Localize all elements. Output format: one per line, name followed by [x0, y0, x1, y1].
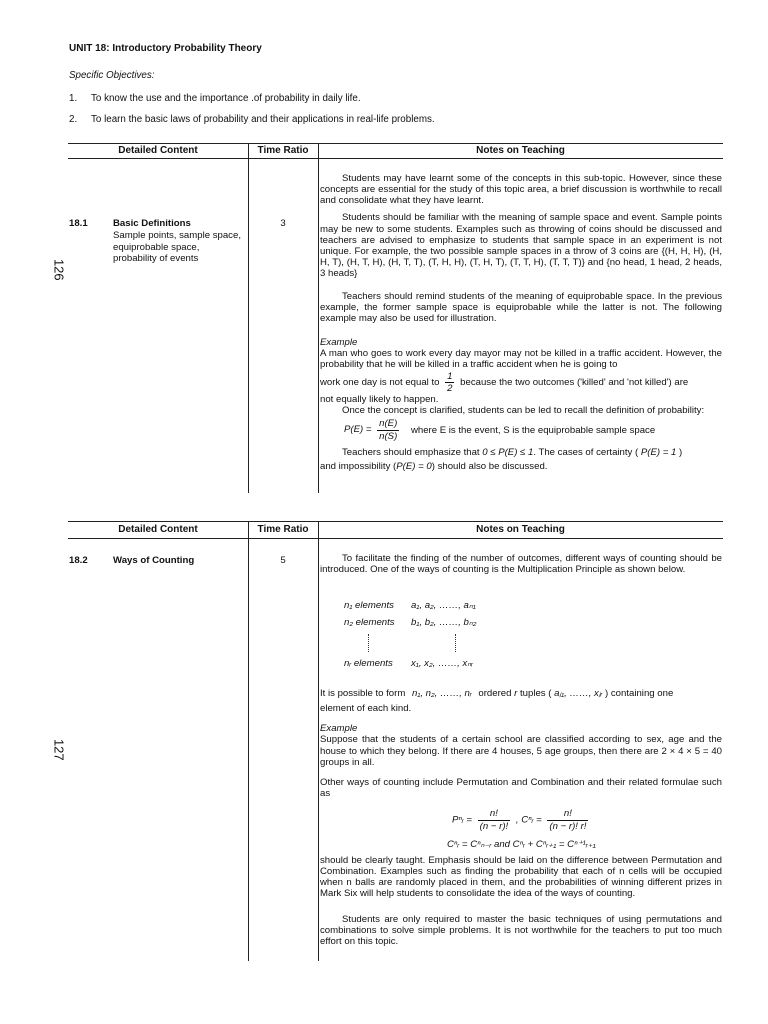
formula-lhs: P(E) =: [344, 424, 372, 436]
column-divider: [248, 143, 249, 493]
fraction-numerator: n!: [547, 808, 588, 821]
section-number: 18.1: [69, 218, 88, 229]
column-divider: [318, 521, 319, 961]
fraction-denominator: n(S): [379, 430, 398, 442]
text-run: ) containing one: [605, 688, 674, 699]
fraction-denominator: (n − r)!: [479, 820, 509, 832]
math-inline: P(E) = 1: [640, 446, 677, 458]
example-text-line: [320, 371, 722, 394]
notes-paragraph: [320, 447, 722, 458]
example-text: not equally likely to happen.: [320, 394, 439, 406]
formula-fraction: [547, 808, 588, 832]
header-notes: Notes on Teaching: [476, 524, 565, 535]
table-rule: [68, 143, 723, 144]
example-text: Suppose that the students of a certain school are classified according to sex, age and the house to which they belong. If there are 4 houses, 5 age groups, then there are 2 × 4 × 5 = 40 groups in all.: [320, 734, 722, 768]
mult-row-label: nᵣ elements: [344, 658, 393, 669]
unit-title: UNIT 18: Introductory Probability Theory: [69, 43, 262, 54]
objectives-heading: Specific Objectives:: [69, 70, 155, 81]
notes-text: element of each kind.: [320, 703, 412, 715]
math-inline: aⱼ₁, ……, xⱼᵣ: [554, 688, 603, 699]
math-inline: n₁, n₂, ……, nᵣ: [411, 688, 472, 699]
section-title: Ways of Counting: [113, 555, 195, 566]
notes-paragraph: [320, 461, 722, 472]
example-text: because the two outcomes ('killed' and 'not killed') are: [460, 377, 689, 389]
math-inline: 0 ≤ P(E) ≤ 1: [482, 446, 534, 458]
notes-paragraph: Students should be familiar with the meaning of sample space and event. Sample points may be new to some students. Examples such as throwing of coins should be discussed and teachers are advised to emphasize to students that sample space in an experiment is not unique. For example, the two possible sample spaces in a throw of 3 coins are {(H, H, H), (H, H, T), (H, T, H), (H, T, T), (T, H, H), (T, H, T), (T, T, H), (T, T, T)} and {no head, 1 head, 2 heads, 3 heads}: [320, 212, 722, 279]
text-run: It is possible to form: [320, 688, 406, 699]
notes-paragraph: Teachers should remind students of the meaning of equiprobable space. In the previous example, the former sample space is equiprobable while the latter is not. The following example may also be used for illustration.: [320, 291, 722, 325]
example-label: Example: [320, 723, 358, 735]
text-run: ): [679, 446, 683, 458]
objective-text: To learn the basic laws of probability and their applications in real-life problems.: [91, 114, 435, 125]
math-inline: P(E) = 0: [396, 460, 432, 472]
notes-paragraph: Students are only required to master the basic techniques of using permutations and combinations to solve simple problems. It is not worthwhile for the teachers to put too much effort on this topic.: [320, 913, 722, 947]
section-subtitle: Sample points, sample space, equiprobable space, probability of events: [113, 230, 241, 264]
fraction-half: [445, 371, 454, 394]
notes-paragraph: Students may have learnt some of the concepts in this sub-topic. However, since these concepts are essential for the study of this topic area, a brief discussion is worthwhile to recall and consolidate what they have learnt.: [320, 173, 722, 207]
page-number: 126: [51, 258, 67, 281]
mult-row-items: b₁, b₂, ……, bₙ₂: [411, 617, 477, 628]
fraction-denominator: 2: [447, 383, 453, 394]
notes-text: To facilitate the finding of the number of outcomes, different ways of counting should be introduced. One of the ways of counting is the Multiplication Principle as shown below.: [320, 553, 722, 576]
fraction-denominator: (n − r)! r!: [549, 820, 587, 832]
mult-row-items: a₁, a₂, ……, aₙ₁: [411, 600, 476, 611]
objective-text: To know the use and the importance .of probability in daily life.: [91, 93, 361, 104]
notes-cell: [320, 855, 722, 947]
time-ratio-value: 3: [280, 218, 286, 229]
page-number: 127: [51, 738, 67, 761]
formula-fraction: [377, 418, 399, 441]
formula-lhs: , Cⁿᵣ =: [515, 814, 542, 826]
notes-paragraph: Other ways of counting include Permutation and Combination and their related formulae such as: [320, 776, 722, 799]
vertical-ellipsis: [368, 634, 369, 652]
notes-cell: [320, 688, 722, 799]
tuple-line: [320, 688, 722, 699]
objective-num: 1.: [69, 93, 78, 104]
vertical-ellipsis: [455, 634, 456, 652]
column-divider: [248, 521, 249, 961]
math-inline: r: [514, 688, 518, 699]
mult-row-label: n₁ elements: [344, 600, 394, 611]
header-time-ratio: Time Ratio: [257, 145, 309, 156]
text-run: ) should also be discussed.: [431, 460, 548, 472]
formula-fraction: [478, 808, 511, 832]
notes-cell: [320, 173, 722, 472]
time-ratio-value: 5: [280, 555, 286, 566]
header-detailed-content: Detailed Content: [118, 145, 198, 156]
text-run: . The cases of certainty (: [533, 446, 639, 458]
notes-paragraph: [320, 553, 722, 575]
fraction-numerator: 1: [447, 370, 453, 382]
mult-row-items: x₁, x₂, ……, xₙᵣ: [411, 658, 473, 669]
perm-comb-formula: [452, 808, 591, 832]
fraction-numerator: n!: [478, 808, 511, 821]
table-rule: [68, 521, 723, 522]
table-rule: [68, 538, 723, 539]
text-run: and impossibility (: [320, 460, 397, 472]
text-run: ordered: [478, 688, 512, 699]
example-text: A man who goes to work every day mayor may not be killed in a traffic accident. However, the probability that he will be killed in a traffic accident when he is going to: [320, 347, 722, 370]
formula-description: where E is the event, S is the equiprobable sample space: [410, 424, 656, 436]
fraction-numerator: n(E): [379, 418, 398, 430]
table-rule: [68, 158, 723, 159]
section-title: Basic Definitions: [113, 218, 191, 229]
text-run: tuples (: [520, 688, 552, 699]
probability-formula: [320, 418, 722, 441]
notes-paragraph: Once the concept is clarified, students can be led to recall the definition of probability:: [342, 405, 705, 417]
example-text: work one day is not equal to: [320, 377, 440, 389]
combination-identities: Cⁿᵣ = Cⁿₙ₋ᵣ and Cⁿᵣ + Cⁿᵣ₊₁ = Cⁿ⁺¹ᵣ₊₁: [447, 839, 596, 850]
header-time-ratio: Time Ratio: [257, 524, 309, 535]
header-detailed-content: Detailed Content: [118, 524, 198, 535]
objective-num: 2.: [69, 114, 78, 125]
formula-lhs: Pⁿᵣ =: [452, 814, 472, 826]
example-label: Example: [320, 336, 358, 348]
mult-row-label: n₂ elements: [344, 617, 395, 628]
column-divider: [318, 143, 319, 493]
text-run: Teachers should emphasize that: [342, 446, 480, 458]
header-notes: Notes on Teaching: [476, 145, 565, 156]
section-number: 18.2: [69, 555, 88, 566]
notes-paragraph: should be clearly taught. Emphasis should be laid on the difference between Permutation and Combination. Examples such as finding the probability that each of n cells will be occupied when n balls are randomly placed in them, and the probabilities of winning different prizes in Mark Six will help students to consolidate the idea of the ways of counting.: [320, 855, 722, 900]
